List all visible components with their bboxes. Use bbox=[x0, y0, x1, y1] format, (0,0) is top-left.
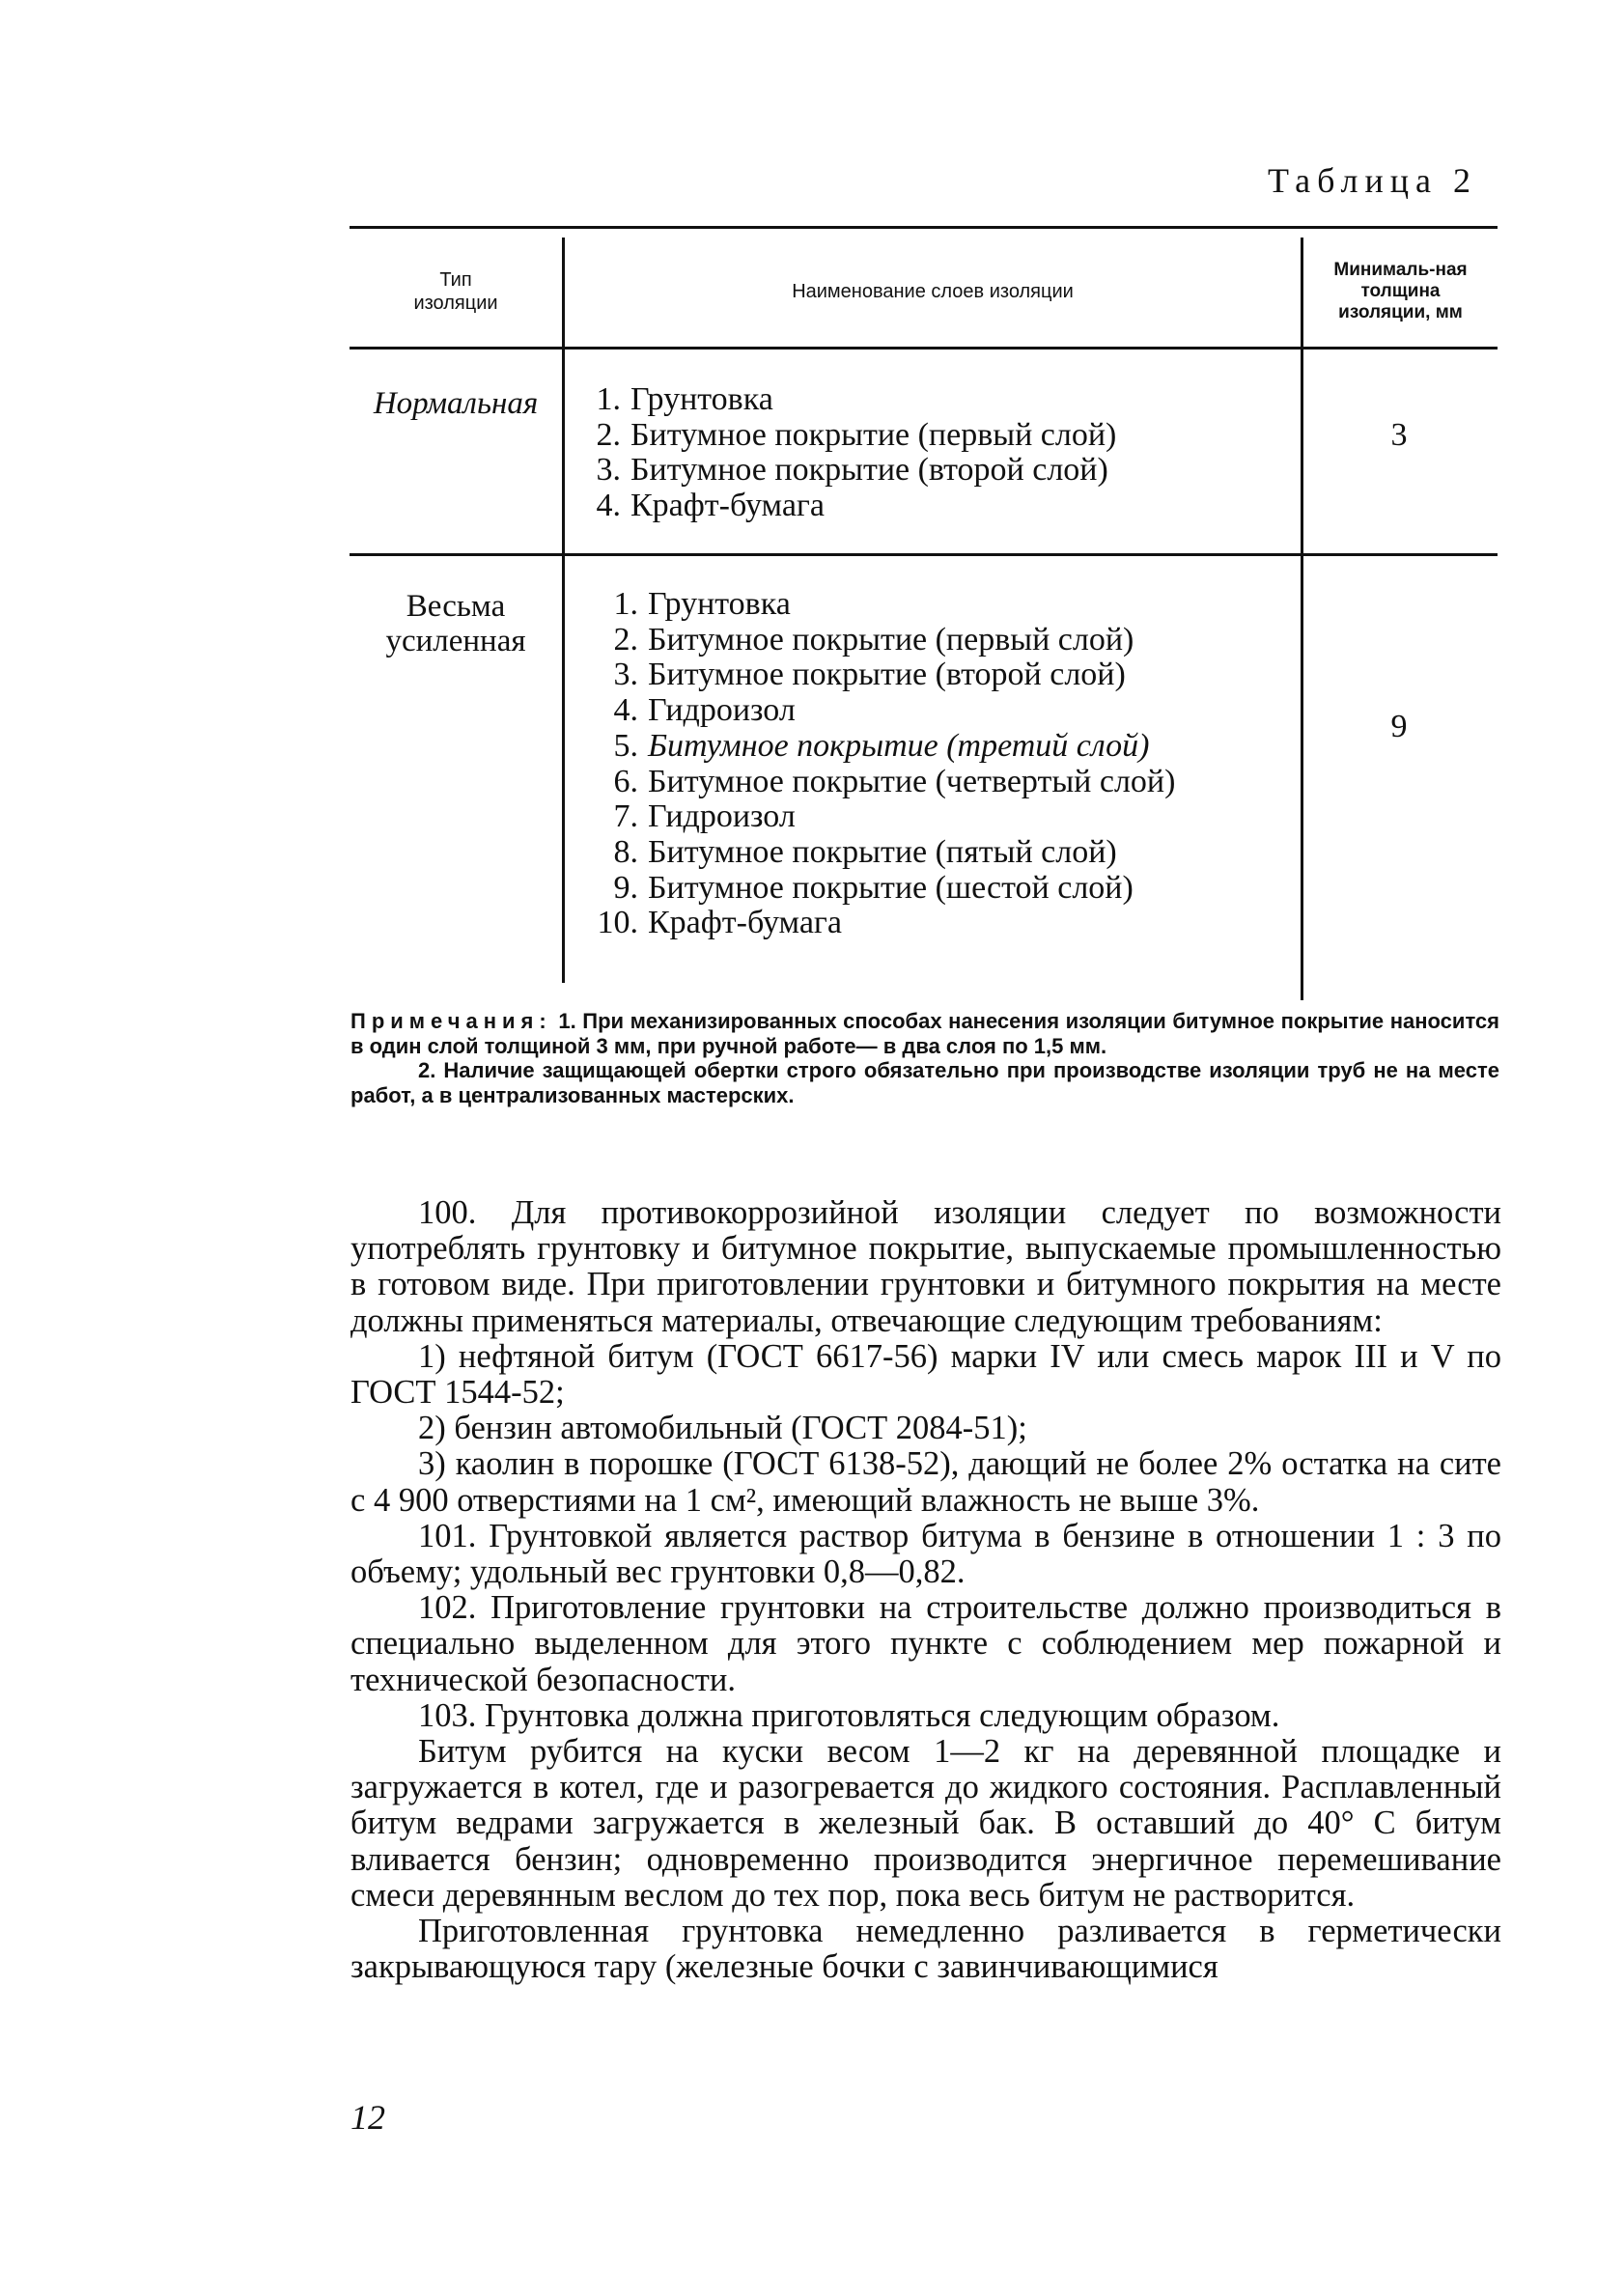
header-bottom-rule bbox=[350, 347, 1498, 350]
list-item: 1. Грунтовка bbox=[596, 381, 773, 417]
paragraph-103: 103. Грунтовка должна приготовляться следующим образом. bbox=[418, 1696, 1280, 1734]
header-layers: Наименование слоев изоляции bbox=[792, 281, 1074, 302]
paragraph-103-storage: Приготовленная грунтовка немедленно разливается в герметически закрывающуюся тару (железные бочки с завинчивающимися bbox=[350, 1913, 1501, 1986]
table-top-rule bbox=[350, 226, 1498, 229]
body-text bbox=[350, 1195, 1501, 1985]
page-number: 12 bbox=[350, 2098, 385, 2137]
paragraph-100: 100. Для противокоррозийной изоляции следует по возможности употреблять грунтовку и битумное покрытие, выпускаемые промышленностью в готовом виде. При приготовлении грунтовки и битумного покрытия на месте должны применяться материалы, отвечающие следующим требованиям: bbox=[350, 1194, 1501, 1339]
requirement-1: 1) нефтяной битум (ГОСТ 6617-56) марки IV или смесь марок III и V по ГОСТ 1544-52; bbox=[350, 1337, 1501, 1412]
notes-label: Примечания: bbox=[350, 1009, 552, 1033]
paragraph-101: 101. Грунтовкой является раствор битума в бензине в отношении 1 : 3 по объему; удольный вес грунтовки 0,8—0,82. bbox=[350, 1517, 1501, 1591]
list-item: 1. Грунтовка bbox=[613, 586, 791, 622]
paragraph-102: 102. Приготовление грунтовки на строительстве должно производиться в специально выделенном для этого пункте с соблюдением мер пожарной и технической безопасности. bbox=[350, 1589, 1501, 1698]
table-notes bbox=[350, 1009, 1499, 1107]
header-type: Тип изоляции bbox=[413, 269, 498, 314]
list-item: 4. Гидроизол bbox=[613, 692, 796, 729]
list-item: 4. Крафт-бумага bbox=[596, 488, 825, 524]
list-item: 3. Битумное покрытие (второй слой) bbox=[596, 452, 1108, 489]
requirement-2: 2) бензин автомобильный (ГОСТ 2084-51); bbox=[418, 1410, 1027, 1447]
row-thickness-reinforced: 9 bbox=[1390, 709, 1408, 744]
row-type-reinforced: Весьма усиленная bbox=[385, 589, 526, 658]
list-item: 10. Крафт-бумага bbox=[597, 905, 842, 941]
layer-list-normal bbox=[578, 382, 1116, 524]
list-item: 2. Битумное покрытие (первый слой) bbox=[613, 621, 1134, 657]
column-divider-1 bbox=[562, 238, 565, 983]
layer-list-reinforced bbox=[596, 587, 1175, 941]
list-item: 6. Битумное покрытие (четвертый слой) bbox=[613, 763, 1176, 799]
list-item: 2. Битумное покрытие (первый слой) bbox=[596, 416, 1117, 453]
list-item: 7. Гидроизол bbox=[613, 798, 796, 835]
row-thickness-normal: 3 bbox=[1390, 417, 1408, 453]
note-1: Примечания: 1. При механизированных способах нанесения изоляции битумное покрытие наносится в один слой толщиной 3 мм, при ручной работе— в два слоя по 1,5 мм. bbox=[350, 1009, 1499, 1058]
list-item: 8. Битумное покрытие (пятый слой) bbox=[613, 833, 1117, 870]
requirement-3: 3) каолин в порошке (ГОСТ 6138-52), дающий не более 2% остатка на сите с 4 900 отверстиями на 1 см², имеющий влажность не выше 3%. bbox=[350, 1445, 1501, 1519]
list-item: 9. Битумное покрытие (шестой слой) bbox=[613, 869, 1134, 906]
column-divider-2 bbox=[1301, 238, 1303, 1000]
table-caption: Таблица 2 bbox=[1268, 161, 1477, 200]
paragraph-103-process: Битум рубится на куски весом 1—2 кг на деревянной площадке и загружается в котел, где и разогревается до жидкого состояния. Расплавленный битум ведрами загружается в железный бак. В оставший до 40° С битум вливается бензин; одновременно производится энергичное перемешивание смеси деревянным веслом до тех пор, пока весь битум не растворится. bbox=[350, 1733, 1501, 1914]
header-thickness: Минималь-ная толщина изоляции, мм bbox=[1333, 260, 1468, 322]
insulation-table bbox=[350, 226, 1498, 989]
list-item: 3. Битумное покрытие (второй слой) bbox=[613, 657, 1126, 693]
list-item: 5. Битумное покрытие (третий слой) bbox=[613, 727, 1150, 764]
row-type-normal: Нормальная bbox=[373, 386, 539, 421]
row-divider bbox=[350, 553, 1498, 556]
note-2: 2. Наличие защищающей обертки строго обязательно при производстве изоляции труб не на месте работ, а в централизованных мастерских. bbox=[350, 1058, 1499, 1107]
